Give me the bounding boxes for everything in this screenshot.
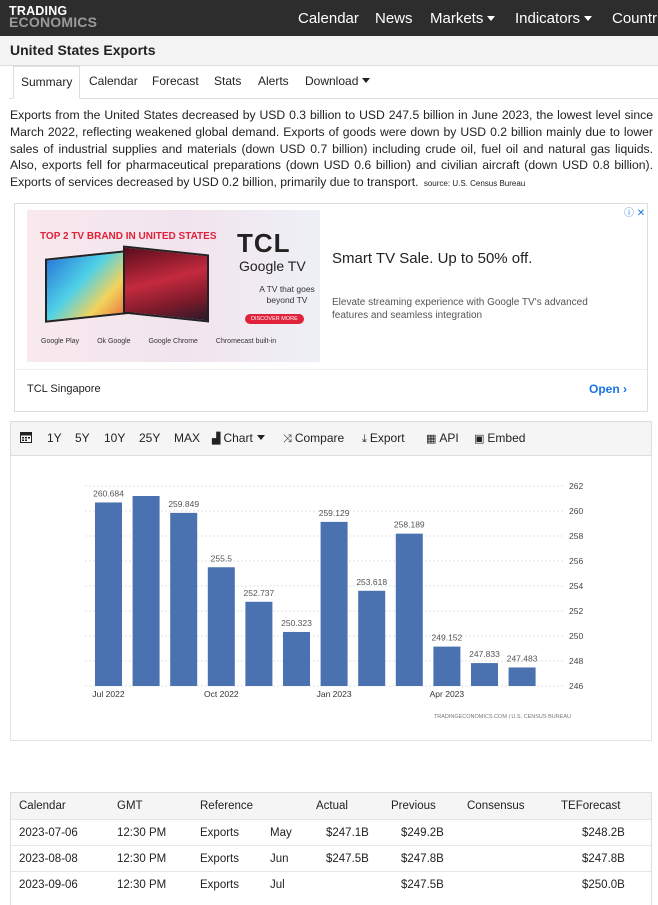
chevron-down-icon: [362, 78, 370, 83]
data-label: 250.323: [281, 617, 312, 628]
cell-gmt: 12:30 PM: [117, 853, 167, 865]
x-tick-label: Jan 2023: [316, 689, 352, 699]
summary-text: [10, 107, 653, 193]
data-label: 247.833: [469, 649, 500, 660]
col-teforecast: TEForecast: [561, 800, 621, 812]
source-link[interactable]: source: U.S. Census Bureau: [423, 179, 526, 189]
api-button[interactable]: ▦ API: [426, 431, 459, 445]
col-reference: Reference: [200, 800, 254, 812]
top-navbar: [0, 0, 658, 36]
bar: [170, 513, 197, 686]
site-logo[interactable]: [9, 6, 97, 28]
exports-bar-chart[interactable]: [11, 456, 653, 741]
embed-button[interactable]: ▣ Embed: [474, 431, 526, 445]
cell-reference[interactable]: Exports: [200, 827, 239, 839]
cell-forecast: $247.8B: [582, 853, 625, 865]
data-label: 249.152: [431, 632, 463, 643]
bar: [396, 534, 423, 686]
bar: [358, 591, 385, 686]
shuffle-icon: ⤨: [283, 433, 292, 445]
bar-chart-icon: ▟: [212, 433, 221, 445]
cell-date: 2023-08-08: [19, 853, 78, 865]
nav-indicators[interactable]: Indicators: [515, 10, 592, 27]
api-icon: ▦: [426, 433, 437, 445]
bar: [471, 663, 498, 686]
chevron-down-icon: [584, 16, 592, 21]
col-calendar: Calendar: [19, 800, 66, 812]
table-row[interactable]: [11, 819, 651, 845]
cell-period: Jun: [270, 853, 289, 865]
nav-news[interactable]: News: [375, 10, 413, 27]
cell-period: May: [270, 827, 292, 839]
ad-banner-brand: TCL: [237, 228, 291, 258]
table-row[interactable]: [11, 845, 651, 871]
compare-button[interactable]: ⤨ Compare: [283, 431, 345, 445]
y-tick-label: 254: [569, 581, 584, 591]
bar: [208, 567, 235, 686]
table-header-row: [11, 793, 651, 819]
image-icon: ▣: [474, 433, 485, 445]
cell-previous: $247.5B: [401, 879, 444, 891]
bar: [245, 602, 272, 686]
logo-line1: TRADING: [9, 4, 68, 18]
ad-app-label: Chromecast built-in: [215, 338, 277, 345]
tab-bar: [9, 66, 658, 99]
ad-image[interactable]: [27, 210, 320, 362]
ad-advertiser: TCL Singapore: [27, 383, 101, 395]
tv-image: [123, 245, 209, 322]
col-previous: Previous: [391, 800, 436, 812]
divider: [15, 369, 647, 370]
col-gmt: GMT: [117, 800, 143, 812]
bar: [509, 667, 536, 686]
tab-alerts[interactable]: Alerts: [258, 74, 289, 88]
export-button[interactable]: ⤓ Export: [362, 431, 405, 445]
chevron-down-icon: [487, 16, 495, 21]
tab-summary[interactable]: Summary: [13, 66, 80, 99]
download-icon: ⤓: [362, 433, 367, 445]
nav-markets[interactable]: Markets: [430, 10, 495, 27]
y-tick-label: 262: [569, 481, 584, 491]
ad-banner-tag: A TV that goes beyond TV: [259, 284, 315, 305]
bar: [133, 496, 160, 686]
tab-forecast[interactable]: Forecast: [152, 74, 199, 88]
data-label: 259.129: [318, 507, 350, 518]
ad-description: Elevate streaming experience with Google TV's advanced features and seamless integration: [332, 297, 588, 321]
ad-banner[interactable]: [14, 203, 648, 412]
ad-discover-button[interactable]: DISCOVER MORE: [245, 314, 304, 324]
nav-countries[interactable]: Countr: [612, 10, 658, 27]
data-label: 247.483: [506, 653, 538, 664]
data-label: 258.189: [393, 519, 425, 530]
cell-reference[interactable]: Exports: [200, 879, 239, 891]
calendar-icon[interactable]: [20, 431, 32, 446]
data-label: 252.737: [243, 587, 275, 598]
cell-actual: $247.1B: [326, 827, 369, 839]
page-header: [0, 36, 658, 66]
x-tick-label: Apr 2023: [429, 689, 465, 699]
cell-forecast: $250.0B: [582, 879, 625, 891]
bar: [321, 522, 348, 686]
y-tick-label: 256: [569, 556, 584, 566]
ad-app-logos: [41, 338, 292, 345]
cell-actual: $247.5B: [326, 853, 369, 865]
chart-container: [10, 456, 652, 741]
cell-gmt: 12:30 PM: [117, 879, 167, 891]
ad-open-button[interactable]: Open ›: [589, 382, 628, 396]
tab-calendar[interactable]: Calendar: [89, 74, 138, 88]
cell-forecast: $248.2B: [582, 827, 625, 839]
x-tick-label: Jul 2022: [92, 689, 125, 699]
ad-banner-sub: Google TV: [239, 258, 306, 274]
data-label: 253.618: [356, 576, 388, 587]
y-tick-label: 246: [569, 681, 584, 691]
ad-app-label: Ok Google: [97, 338, 131, 345]
ad-info-close-icon[interactable]: ⓘ ✕: [624, 208, 646, 219]
page-title: United States Exports: [10, 42, 156, 58]
chart-credit: TRADINGECONOMICS.COM | U.S. CENSUS BUREAU: [433, 714, 571, 720]
data-label: 259.849: [168, 498, 200, 509]
tv-image: [45, 249, 135, 322]
y-tick-label: 250: [569, 631, 584, 641]
calendar-table: [10, 792, 652, 905]
data-label: 255.5: [210, 553, 232, 564]
col-consensus: Consensus: [467, 800, 525, 812]
range-max-button[interactable]: MAX: [174, 431, 201, 445]
range-5y-button[interactable]: 5Y: [75, 431, 90, 445]
x-tick-label: Oct 2022: [204, 689, 239, 699]
bar: [283, 632, 310, 686]
cell-previous: $247.8B: [401, 853, 444, 865]
ad-app-label: Google Chrome: [148, 338, 198, 345]
cell-gmt: 12:30 PM: [117, 827, 167, 839]
summary-body: Exports from the United States decreased by USD 0.3 billion to USD 247.5 billion in June 2023, the lowest level since March 2022, reflecting weakened global demand. Exports of goods were down by USD 0.2 billion mainly due to lower sales of industrial supplies and materials (down USD 0.7 billion) including crude oil, fuel oil and natural gas liquids. Also, exports fell for pharmaceutical preparations (down USD 0.6 billion) and civilian aircraft (down USD 0.8 billion). Exports of services decreased by USD 0.2 billion, primarily due to transport.: [10, 108, 653, 190]
tab-stats[interactable]: Stats: [214, 74, 242, 88]
y-tick-label: 260: [569, 506, 584, 516]
table-row[interactable]: [11, 871, 651, 897]
ad-app-label: Google Play: [41, 338, 80, 345]
bar: [95, 502, 122, 686]
logo-line2: ECONOMICS: [9, 14, 98, 30]
tab-download[interactable]: Download: [305, 66, 370, 99]
col-actual: Actual: [316, 800, 348, 812]
nav-calendar[interactable]: Calendar: [298, 10, 359, 27]
cell-date: 2023-07-06: [19, 827, 78, 839]
range-1y-button[interactable]: 1Y: [47, 431, 62, 445]
chevron-right-icon: ›: [623, 382, 628, 396]
chart-type-button[interactable]: ▟ Chart: [212, 431, 265, 445]
y-tick-label: 258: [569, 531, 584, 541]
range-25y-button[interactable]: 25Y: [139, 431, 161, 445]
y-tick-label: 252: [569, 606, 584, 616]
cell-period: Jul: [270, 879, 285, 891]
chart-toolbar: [10, 421, 652, 456]
bar: [433, 647, 460, 686]
cell-previous: $249.2B: [401, 827, 444, 839]
cell-reference[interactable]: Exports: [200, 853, 239, 865]
data-label: 260.684: [93, 488, 124, 499]
range-10y-button[interactable]: 10Y: [104, 431, 126, 445]
y-tick-label: 248: [569, 656, 584, 666]
ad-banner-headline: TOP 2 TV BRAND IN UNITED STATES: [40, 231, 217, 242]
ad-title[interactable]: Smart TV Sale. Up to 50% off.: [332, 250, 533, 267]
chevron-down-icon: [257, 435, 265, 440]
cell-date: 2023-09-06: [19, 879, 78, 891]
